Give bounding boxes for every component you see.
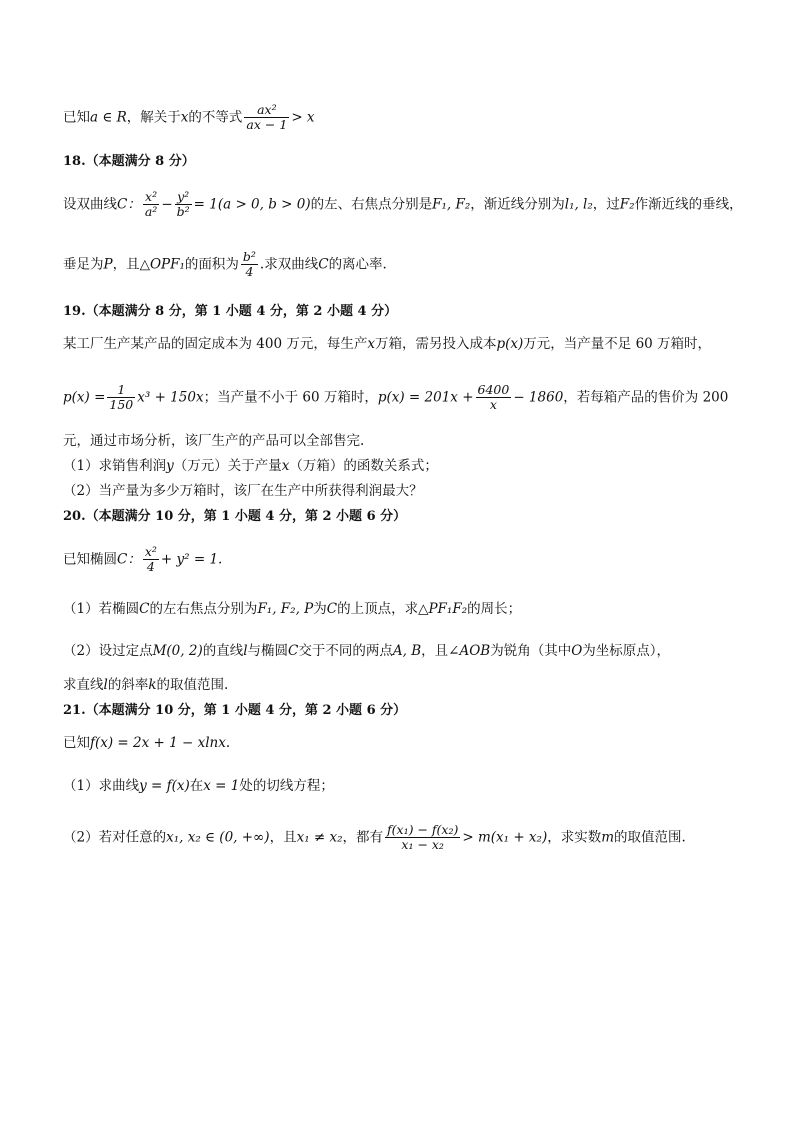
math: x bbox=[367, 336, 375, 352]
text: （1）求曲线 bbox=[63, 778, 140, 794]
text: 交于不同的两点 bbox=[298, 643, 393, 659]
denominator: 150 bbox=[109, 397, 134, 413]
math: − bbox=[161, 196, 173, 213]
math: ∠AOB bbox=[448, 643, 491, 659]
math: x = 1 bbox=[203, 778, 240, 794]
math: k bbox=[148, 677, 157, 693]
problem-19-header: 19.（本题满分 8 分，第 1 小题 4 分，第 2 小题 4 分） bbox=[63, 304, 398, 319]
math: f(x) = 2x + 1 − xlnx bbox=[90, 735, 226, 751]
fraction bbox=[385, 823, 460, 853]
problem-21-header: 21.（本题满分 10 分，第 1 小题 4 分，第 2 小题 6 分） bbox=[63, 703, 407, 718]
text: 的取值范围. bbox=[614, 829, 686, 846]
math: P bbox=[103, 256, 113, 273]
math: A, B bbox=[392, 643, 422, 659]
numerator: b² bbox=[242, 249, 256, 264]
text: 的周长； bbox=[467, 601, 522, 617]
text: 的取值范围. bbox=[156, 677, 229, 693]
text: （万元）关于产量 bbox=[173, 458, 282, 474]
problem-18-line-2 bbox=[63, 250, 387, 280]
fraction bbox=[241, 250, 258, 280]
problem-19-line-3: 元，通过市场分析，该厂生产的产品可以全部售完. bbox=[63, 433, 365, 449]
text: （1）求销售利润 bbox=[63, 458, 167, 474]
problem-19-line-2 bbox=[63, 383, 728, 413]
math: m bbox=[601, 829, 615, 846]
math: F₁, F₂ bbox=[432, 196, 471, 213]
text: 与椭圆 bbox=[247, 643, 289, 659]
text: 的上顶点，求 bbox=[337, 601, 419, 617]
text: 的斜率 bbox=[107, 677, 149, 693]
fraction bbox=[143, 190, 159, 220]
numerator: y² bbox=[175, 190, 192, 205]
text: 某工厂生产某产品的固定成本为 400 万元，每生产 bbox=[63, 336, 368, 352]
text: ，都有 bbox=[342, 829, 384, 846]
math: y = f(x) bbox=[139, 778, 190, 794]
text: 已知 bbox=[63, 735, 90, 751]
problem-20-part-1 bbox=[63, 603, 521, 617]
text: 在 bbox=[189, 778, 204, 794]
math: > x bbox=[291, 109, 315, 126]
math: M(0, 2) bbox=[152, 643, 203, 659]
numerator: x² bbox=[143, 190, 159, 205]
text: 为 bbox=[313, 601, 327, 617]
text: ，且 bbox=[269, 829, 297, 846]
math: > m(x₁ + x₂) bbox=[462, 829, 548, 846]
problem-20-header: 20.（本题满分 10 分，第 1 小题 4 分，第 2 小题 6 分） bbox=[63, 509, 407, 524]
denominator: ax − 1 bbox=[246, 117, 288, 133]
text: ，若每箱产品的售价为 200 bbox=[563, 389, 729, 406]
denominator: b² bbox=[176, 204, 190, 220]
denominator: 4 bbox=[245, 264, 254, 280]
math: F₂ bbox=[619, 196, 635, 213]
text: ，解关于 bbox=[126, 109, 181, 126]
text: （2）若对任意的 bbox=[63, 829, 167, 846]
text: 垂足为 bbox=[63, 256, 104, 273]
math: x³ + 150x bbox=[137, 389, 204, 406]
math: p(x) = bbox=[63, 389, 106, 406]
text: ，且 bbox=[112, 256, 140, 273]
numerator: 6400 bbox=[477, 382, 510, 397]
math: F₁, F₂, P bbox=[257, 601, 314, 617]
text: 万箱，需另投入成本 bbox=[374, 336, 497, 352]
text: （1）若椭圆 bbox=[63, 601, 140, 617]
text: ，且 bbox=[421, 643, 449, 659]
problem-19-part-2: （2）当产量为多少万箱时，该厂在生产中所获得利润最大？ bbox=[63, 483, 423, 499]
fraction bbox=[107, 383, 135, 413]
text: 的不等式 bbox=[188, 109, 243, 126]
text: 的左、右焦点分别是 bbox=[310, 196, 433, 213]
math: C bbox=[139, 601, 150, 617]
text: 的离心率. bbox=[328, 256, 387, 273]
math: a ∈ R bbox=[90, 109, 127, 126]
math: C： bbox=[117, 196, 141, 213]
text: 的直线 bbox=[202, 643, 244, 659]
problem-18-header: 18.（本题满分 8 分） bbox=[63, 154, 195, 169]
denominator: 4 bbox=[146, 559, 155, 575]
text: ，求实数 bbox=[547, 829, 602, 846]
problem-21-part-2 bbox=[63, 823, 686, 853]
math: △PF₁F₂ bbox=[418, 601, 468, 617]
text: .求双曲线 bbox=[259, 256, 319, 273]
text: 为锐角（其中 bbox=[490, 643, 572, 659]
problem-19-part-1 bbox=[63, 460, 438, 474]
text: 作渐近线的垂线， bbox=[634, 196, 743, 213]
math: + y² = 1. bbox=[160, 551, 223, 568]
text: 处的切线方程； bbox=[239, 778, 334, 794]
math: x₁ ≠ x₂ bbox=[296, 829, 343, 846]
numerator: f(x₁) − f(x₂) bbox=[387, 822, 459, 837]
math: C bbox=[326, 601, 338, 617]
fraction bbox=[476, 383, 512, 413]
math: l bbox=[243, 643, 248, 659]
denominator: x bbox=[489, 397, 497, 413]
problem-20-statement bbox=[63, 545, 222, 575]
fraction bbox=[143, 545, 159, 575]
math: y bbox=[166, 458, 174, 474]
math: = 1(a > 0, b > 0) bbox=[193, 196, 311, 213]
text: 万元，当产量不足 60 万箱时， bbox=[523, 336, 712, 352]
numerator: ax² bbox=[244, 103, 289, 118]
text: 的左右焦点分别为 bbox=[149, 601, 258, 617]
math: l₁, l₂ bbox=[564, 196, 593, 213]
problem-21-statement bbox=[63, 737, 230, 751]
math: C bbox=[288, 643, 299, 659]
text: 已知 bbox=[63, 109, 90, 126]
problem-20-part-2 bbox=[63, 645, 670, 659]
math: O bbox=[571, 643, 583, 659]
math: p(x) bbox=[496, 336, 524, 352]
problem-20-part-2-cont bbox=[63, 679, 228, 693]
text: 设双曲线 bbox=[63, 196, 117, 213]
problem-18-line-1 bbox=[63, 190, 743, 220]
text: 的面积为 bbox=[184, 256, 239, 273]
numerator: 1 bbox=[107, 383, 135, 398]
text: 已知椭圆 bbox=[63, 551, 117, 568]
text: 为坐标原点）， bbox=[582, 643, 671, 659]
text: ，渐近线分别为 bbox=[470, 196, 565, 213]
numerator: x² bbox=[144, 544, 157, 559]
text: 求直线 bbox=[63, 677, 104, 693]
text: （万箱）的函数关系式； bbox=[289, 458, 438, 474]
math: l bbox=[103, 677, 108, 693]
text: . bbox=[225, 735, 231, 751]
math: x₁, x₂ ∈ (0, +∞) bbox=[166, 829, 270, 846]
fraction bbox=[244, 103, 289, 133]
denominator: a² bbox=[144, 204, 158, 220]
math: C： bbox=[117, 551, 141, 568]
problem-17-statement bbox=[63, 103, 315, 133]
text: ，过 bbox=[592, 196, 620, 213]
math: p(x) = 201x + bbox=[377, 389, 474, 406]
math: x bbox=[180, 109, 189, 126]
fraction bbox=[175, 190, 192, 220]
math: C bbox=[318, 256, 329, 273]
math: x bbox=[281, 458, 290, 474]
denominator: x₁ − x₂ bbox=[401, 837, 444, 853]
text: ；当产量不小于 60 万箱时， bbox=[203, 389, 378, 406]
math: − 1860 bbox=[513, 389, 564, 406]
problem-19-line-1 bbox=[63, 338, 711, 352]
text: （2）设过定点 bbox=[63, 643, 153, 659]
math: △OPF₁ bbox=[139, 256, 185, 273]
problem-21-part-1 bbox=[63, 780, 334, 794]
